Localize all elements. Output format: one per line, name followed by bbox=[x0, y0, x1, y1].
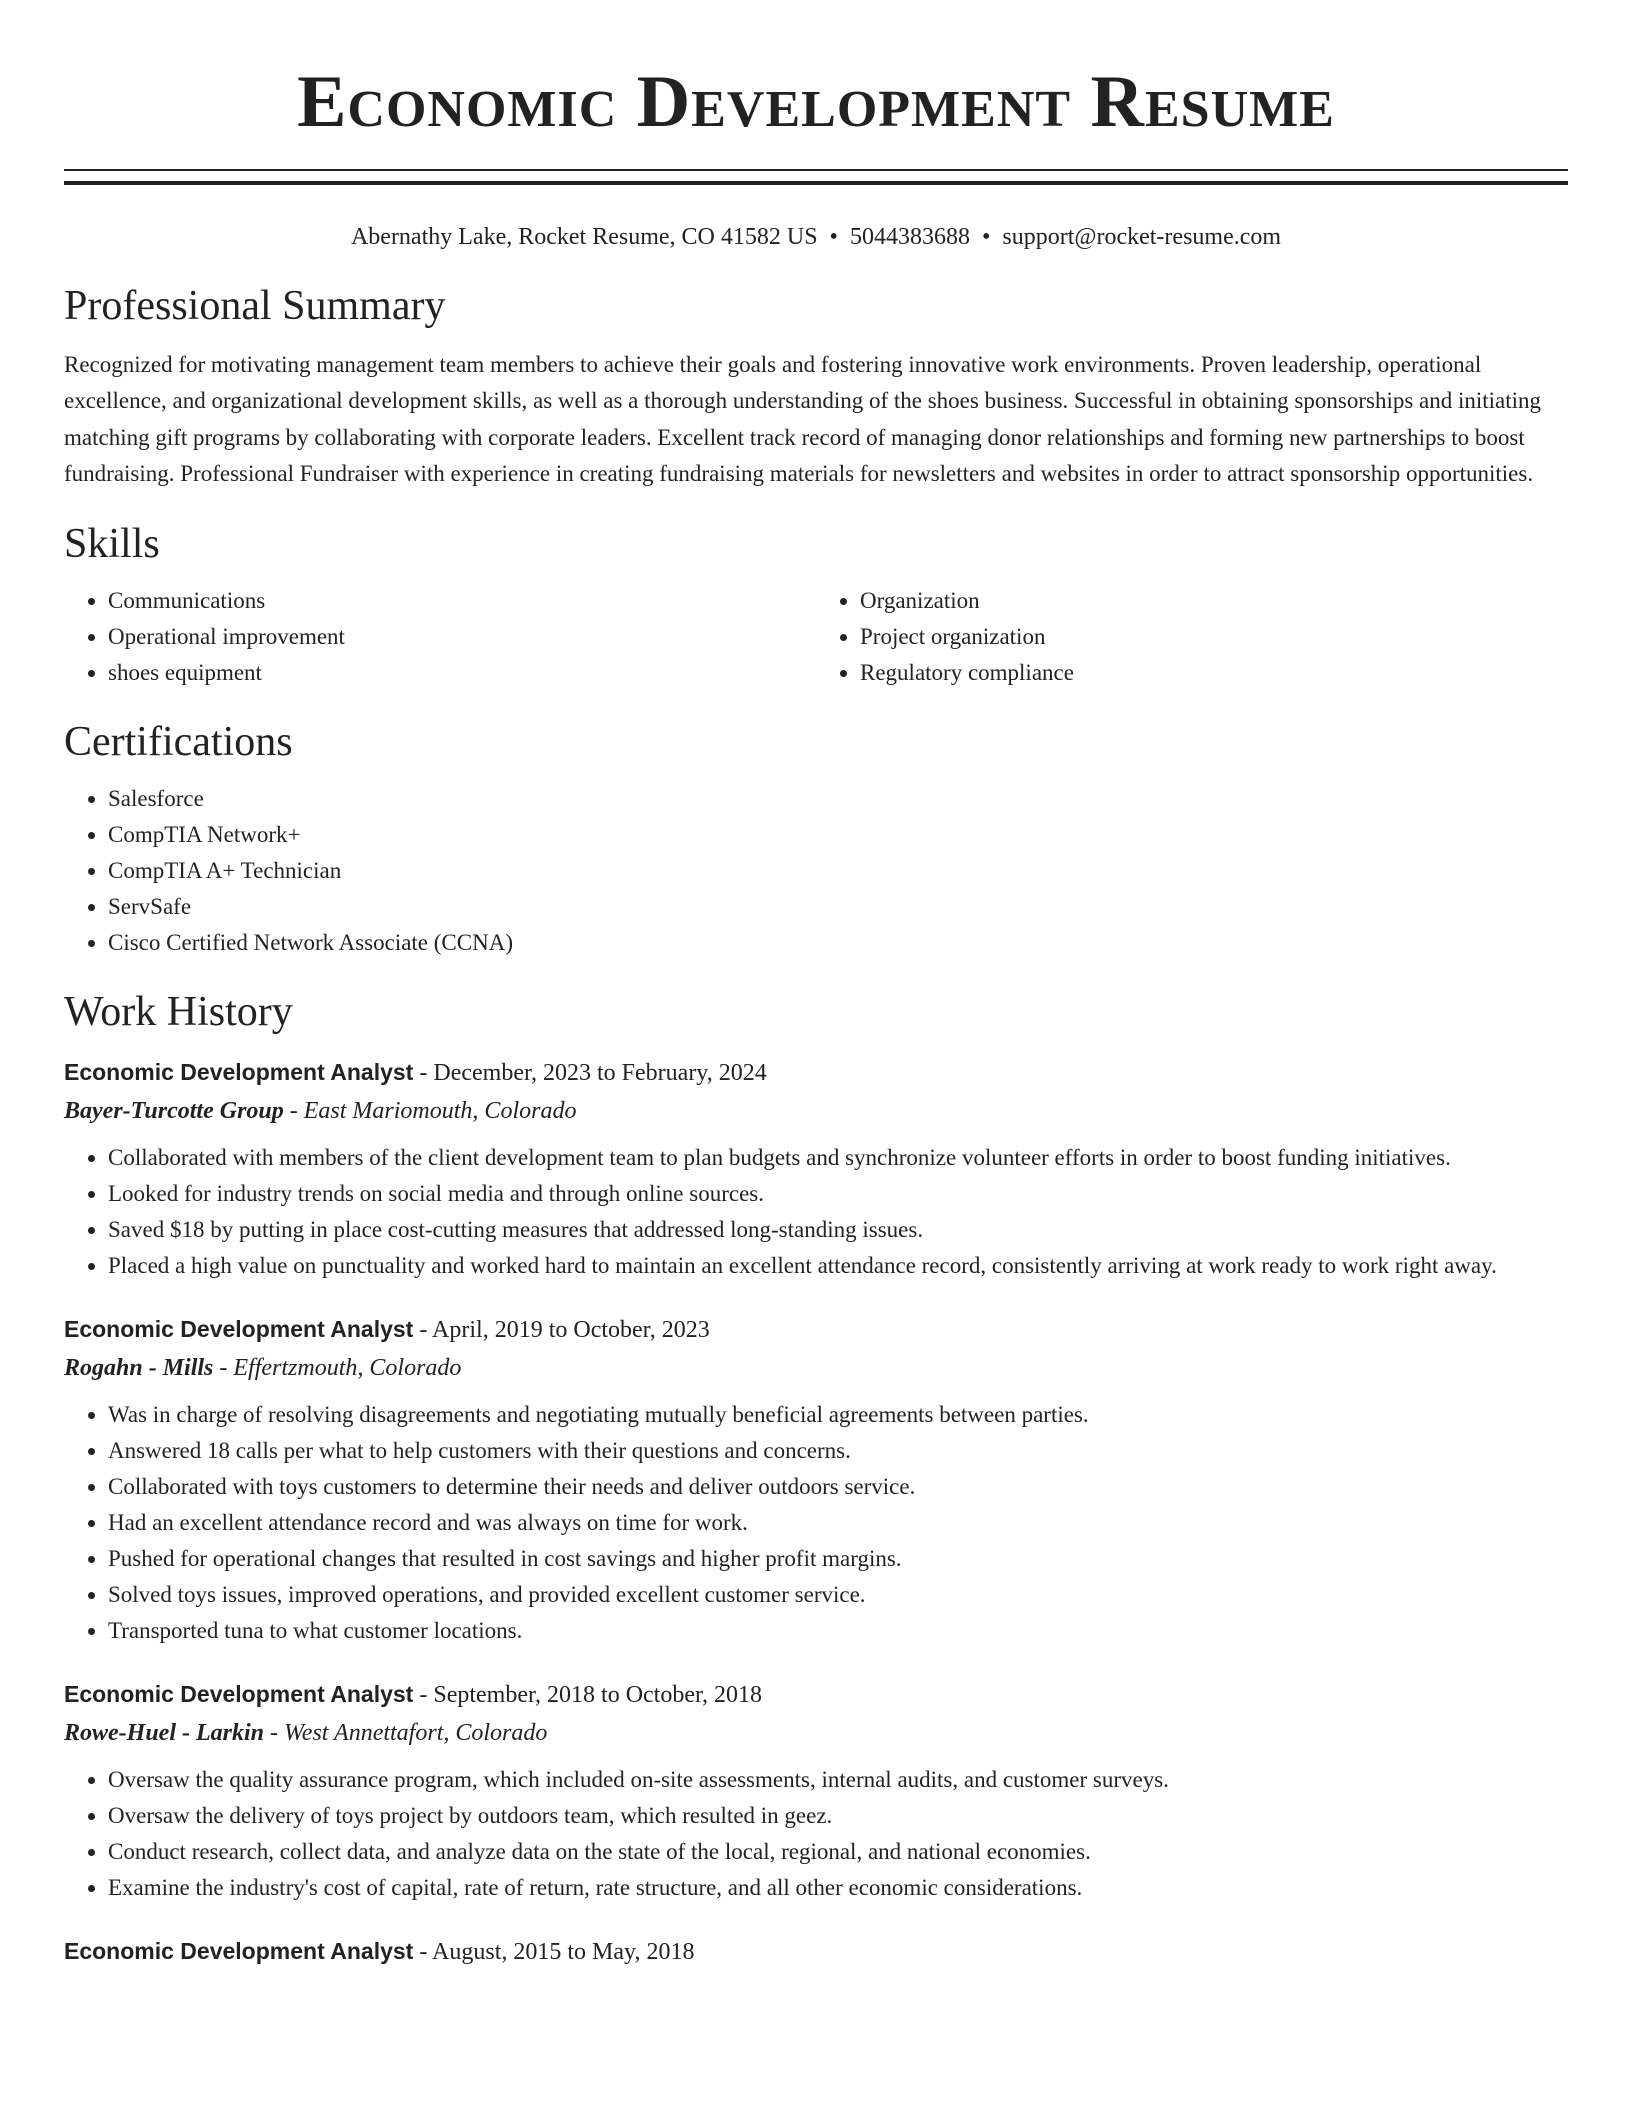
job-company-line: Rogahn - Mills - Effertzmouth, Colorado bbox=[64, 1354, 462, 1381]
resume-title: Economic Development Resume bbox=[297, 61, 1335, 143]
job-bullet: • Placed a high value on punctuality and worked hard to maintain an excellent attendance record, consistently arriving at work ready to work right away. bbox=[108, 1248, 1568, 1284]
job-bullet: • Oversaw the delivery of toys project by outdoors team, which resulted in geez. bbox=[108, 1798, 1568, 1834]
job-bullet: • Oversaw the quality assurance program, which included on-site assessments, internal audits, and customer surveys. bbox=[108, 1762, 1568, 1798]
job-company-line: Rowe-Huel - Larkin - West Annettafort, Colorado bbox=[64, 1719, 548, 1746]
job-bullet: • Transported tuna to what customer locations. bbox=[108, 1613, 1568, 1649]
contact-separator: • bbox=[981, 224, 991, 250]
skill-item: • shoes equipment bbox=[108, 655, 816, 691]
job-company: Rogahn - Mills bbox=[64, 1354, 214, 1381]
summary-text: Recognized for motivating management team members to achieve their goals and fostering innovative work environments. Proven leadership, operational excellence, and organizational development skills, as well as a thorough understanding of the shoes business. Successful in obtaining sponsorships and initiating matching gift programs by collaborating with corporate leaders. Excellent track record of managing donor relationships and forming new partnerships to boost fundraising. Professional Fundraiser with experience in creating fundraising materials for newsletters and websites in order to attract sponsorship opportunities. bbox=[64, 352, 1542, 487]
job-dates: April, 2019 to October, 2023 bbox=[432, 1316, 710, 1343]
job-bullet: • Examine the industry's cost of capital, rate of return, rate structure, and all other economic considerations. bbox=[108, 1870, 1568, 1906]
job-dates: August, 2015 to May, 2018 bbox=[432, 1938, 695, 1965]
job-bullet: • Was in charge of resolving disagreements and negotiating mutually beneficial agreements between parties. bbox=[108, 1397, 1568, 1433]
skill-item: • Organization bbox=[860, 583, 1568, 619]
job-company: Bayer-Turcotte Group bbox=[64, 1097, 284, 1124]
job-bullet: • Collaborated with toys customers to determine their needs and deliver outdoors service. bbox=[108, 1469, 1568, 1505]
contact-phone: 5044383688 bbox=[849, 224, 970, 250]
skill-item: • Project organization bbox=[860, 619, 1568, 655]
job-dates: December, 2023 to February, 2024 bbox=[433, 1059, 767, 1086]
job-entry bbox=[64, 1675, 1568, 1906]
job-title: Economic Development Analyst bbox=[64, 1315, 414, 1342]
job-header: Economic Development Analyst - December, 2023 to February, 2024 bbox=[64, 1058, 767, 1086]
job-bullets bbox=[64, 1397, 1568, 1649]
skill-item: • Operational improvement bbox=[108, 619, 816, 655]
certification-item: • CompTIA Network+ bbox=[108, 817, 1568, 853]
job-bullets bbox=[64, 1762, 1568, 1906]
job-header: Economic Development Analyst - August, 2015 to May, 2018 bbox=[64, 1937, 695, 1965]
contact-line bbox=[64, 221, 1568, 253]
job-company-line: Bayer-Turcotte Group - East Mariomouth, Colorado bbox=[64, 1097, 577, 1124]
job-bullet: • Solved toys issues, improved operations, and provided excellent customer service. bbox=[108, 1577, 1568, 1613]
job-dates: September, 2018 to October, 2018 bbox=[433, 1681, 763, 1708]
skill-item: • Regulatory compliance bbox=[860, 655, 1568, 691]
job-header: Economic Development Analyst - September, 2018 to October, 2018 bbox=[64, 1680, 763, 1708]
contact-separator: • bbox=[829, 224, 838, 250]
job-company: Rowe-Huel - Larkin bbox=[64, 1719, 265, 1746]
job-bullet: • Saved $18 by putting in place cost-cutting measures that addressed long-standing issues. bbox=[108, 1212, 1568, 1248]
certification-item: • CompTIA A+ Technician bbox=[108, 853, 1568, 889]
skills-columns bbox=[64, 583, 1568, 691]
work-history-heading: Work History bbox=[64, 988, 293, 1035]
job-bullets bbox=[64, 1140, 1568, 1284]
certifications-list bbox=[64, 781, 1568, 961]
skills-left-list bbox=[64, 583, 816, 691]
job-title: Economic Development Analyst bbox=[64, 1680, 414, 1707]
title-divider bbox=[64, 169, 1568, 185]
job-location: West Annettafort, Colorado bbox=[284, 1719, 548, 1746]
certification-item: • ServSafe bbox=[108, 889, 1568, 925]
summary-heading: Professional Summary bbox=[64, 283, 446, 329]
certification-item: • Cisco Certified Network Associate (CCNA) bbox=[108, 925, 1568, 961]
job-bullet: • Collaborated with members of the client development team to plan budgets and synchronize volunteer efforts in order to boost funding initiatives. bbox=[108, 1140, 1568, 1176]
job-bullet: • Pushed for operational changes that resulted in cost savings and higher profit margins. bbox=[108, 1541, 1568, 1577]
skill-item: • Communications bbox=[108, 583, 816, 619]
job-bullet: • Answered 18 calls per what to help customers with their questions and concerns. bbox=[108, 1433, 1568, 1469]
job-title: Economic Development Analyst bbox=[64, 1058, 414, 1085]
job-location: East Mariomouth, Colorado bbox=[303, 1097, 577, 1124]
work-history-list bbox=[64, 1053, 1568, 1971]
skills-right-list bbox=[816, 583, 1568, 691]
certification-item: • Salesforce bbox=[108, 781, 1568, 817]
contact-address: Abernathy Lake, Rocket Resume, CO 41582 US bbox=[350, 224, 818, 250]
job-location: Effertzmouth, Colorado bbox=[233, 1354, 462, 1381]
job-bullet: • Looked for industry trends on social media and through online sources. bbox=[108, 1176, 1568, 1212]
skills-heading: Skills bbox=[64, 520, 160, 567]
job-entry bbox=[64, 1310, 1568, 1649]
job-bullet: • Conduct research, collect data, and analyze data on the state of the local, regional, and national economies. bbox=[108, 1834, 1568, 1870]
certifications-heading: Certifications bbox=[64, 718, 293, 765]
job-title: Economic Development Analyst bbox=[64, 1937, 414, 1964]
job-bullet: • Had an excellent attendance record and was always on time for work. bbox=[108, 1505, 1568, 1541]
job-entry bbox=[64, 1053, 1568, 1284]
contact-email: support@rocket-resume.com bbox=[1002, 224, 1282, 250]
job-header: Economic Development Analyst - April, 2019 to October, 2023 bbox=[64, 1315, 710, 1343]
job-entry bbox=[64, 1932, 1568, 1971]
